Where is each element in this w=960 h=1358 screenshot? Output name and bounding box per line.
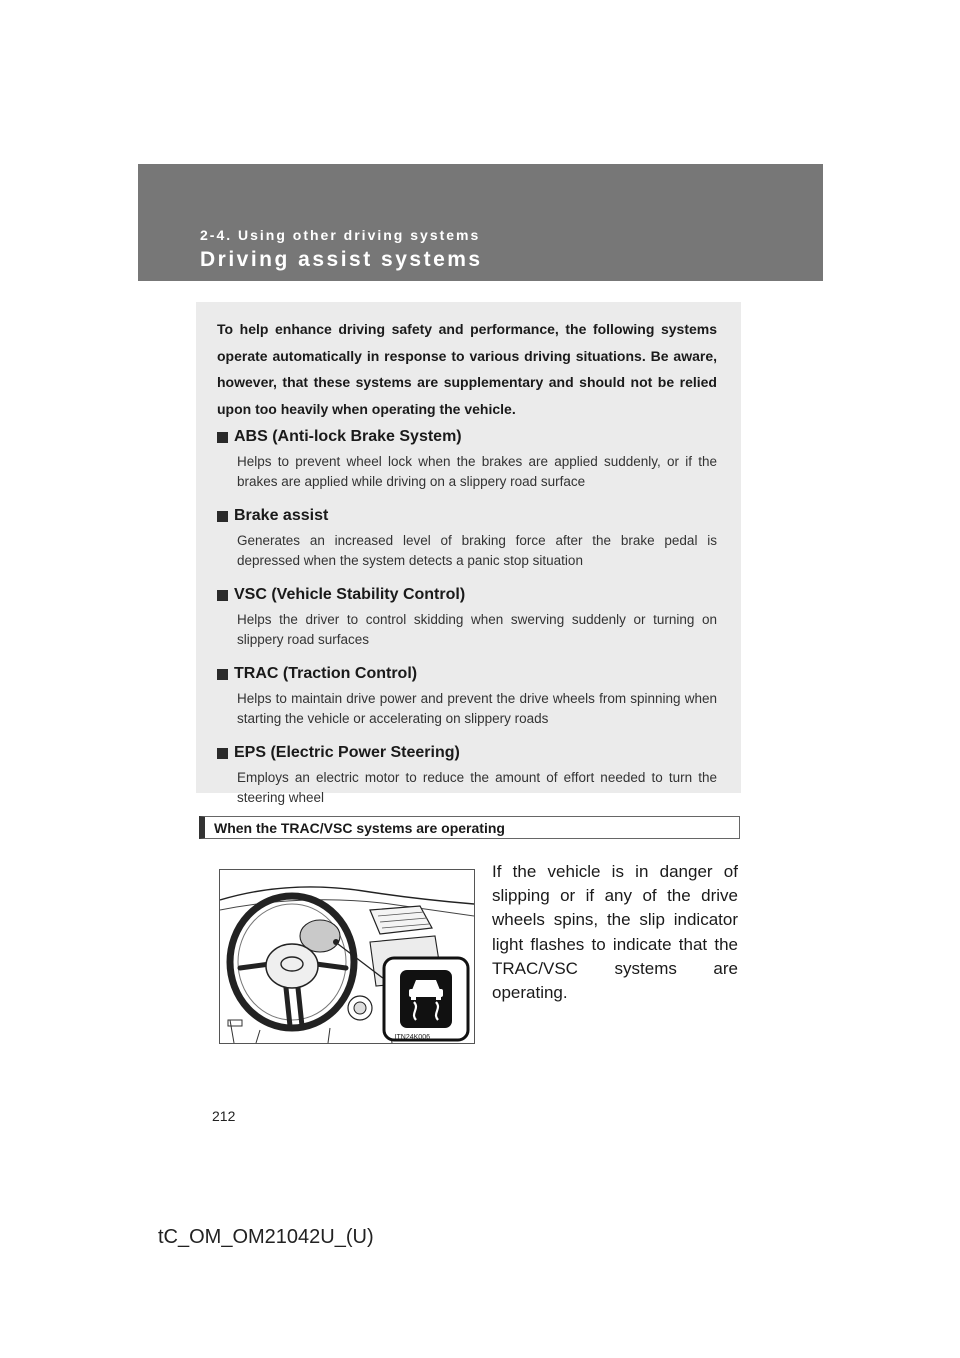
feature-trac [217,662,717,728]
intro-text: To help enhance driving safety and performance, the following systems operate automatically in response to various driving situations. Be aware, however, that these systems are supplementary and should not be relied upon too heavily when operating the vehicle. [217,321,717,417]
feature-title: TRAC (Traction Control) [234,665,418,682]
header-band [138,164,823,281]
figure-code: ITN24K006 [394,1034,430,1041]
feature-title: EPS (Electric Power Steering) [234,744,460,761]
feature-description: Helps to maintain drive power and prevent the drive wheels from spinning when starting the vehicle or accelerating on slippery roads [237,691,717,726]
square-bullet-icon [217,590,228,601]
feature-description: Helps to prevent wheel lock when the brakes are applied suddenly, or if the brakes are applied while driving on a slippery road surface [237,454,717,489]
dashboard-illustration [219,869,475,1044]
slip-indicator-icon [384,958,468,1040]
feature-brake-assist [217,504,717,570]
trac-vsc-body: If the vehicle is in danger of slipping or if any of the drive wheels spins, the slip indicator light flashes to indicate that the TRAC/VSC systems are operating. [492,862,738,1003]
feature-title: Brake assist [234,507,329,524]
trac-vsc-subheading: When the TRAC/VSC systems are operating [199,816,740,839]
square-bullet-icon [217,748,228,759]
square-bullet-icon [217,669,228,680]
feature-title: ABS (Anti-lock Brake System) [234,428,462,445]
intro-box [196,302,741,805]
feature-abs [217,425,717,491]
page-number: 212 [212,1108,236,1124]
page-title: Driving assist systems [200,248,483,271]
dashboard-drawing [220,870,474,1043]
square-bullet-icon [217,432,228,443]
feature-description: Generates an increased level of braking force after the brake pedal is depressed when the system detects a panic stop situation [237,533,717,568]
feature-description: Employs an electric motor to reduce the amount of effort needed to turn the steering wheel [237,770,717,805]
feature-vsc [217,583,717,649]
feature-eps [217,741,717,807]
feature-title: VSC (Vehicle Stability Control) [234,586,466,603]
section-label: 2-4. Using other driving systems [200,227,481,243]
feature-description: Helps the driver to control skidding when swerving suddenly or turning on slippery road surfaces [237,612,717,647]
document-code: tC_OM_OM21042U_(U) [158,1226,374,1248]
square-bullet-icon [217,511,228,522]
